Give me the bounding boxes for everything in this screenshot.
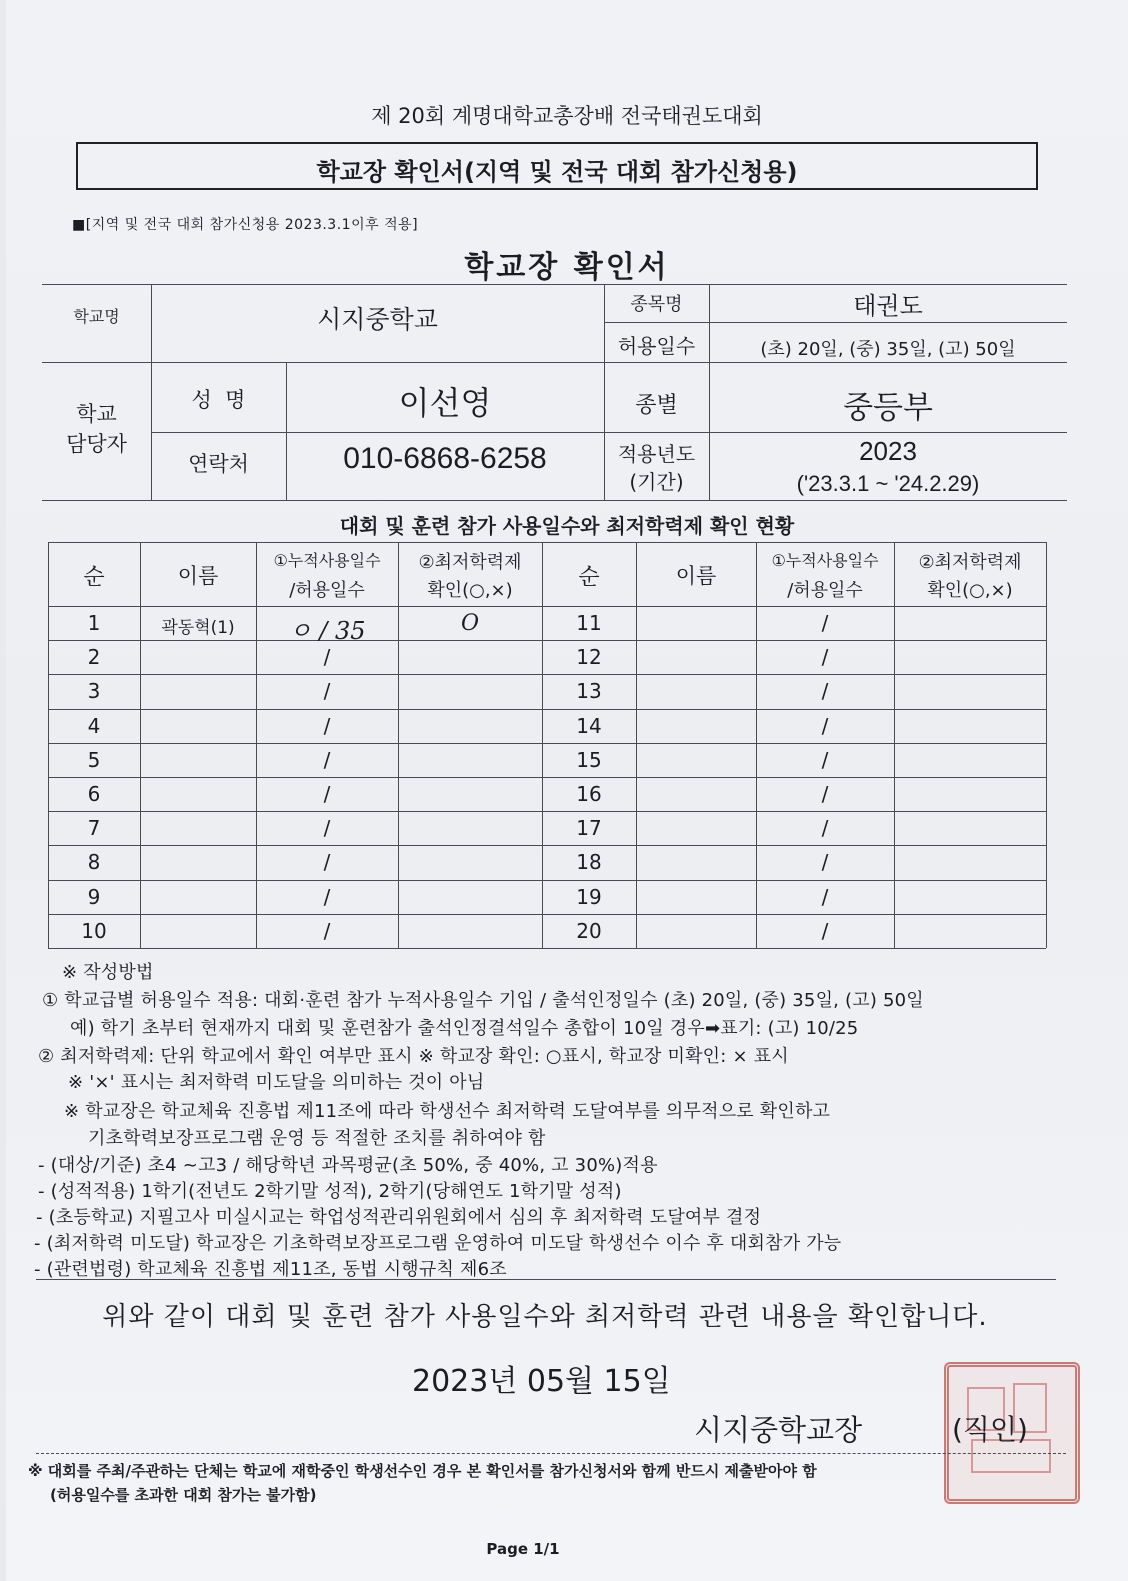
row-number: 17 (576, 816, 602, 841)
table-rule (48, 811, 1046, 812)
row-number: 13 (576, 679, 602, 704)
seal-label: (직인) (952, 1413, 1028, 1446)
row-number: 9 (87, 884, 101, 909)
table-rule (48, 606, 1046, 607)
table-rule (894, 542, 895, 948)
header-check-2: 확인(○,×) (927, 580, 1013, 601)
method-heading: ※ 작성방법 (62, 962, 154, 983)
row-days: / (821, 782, 829, 806)
row-number: 15 (576, 747, 602, 772)
row-number: 6 (87, 782, 101, 806)
allow-value: (초) 20일, (중) 35일, (고) 50일 (760, 339, 1016, 360)
table-rule (140, 542, 141, 948)
row-number: 8 (87, 850, 101, 875)
school-name: 시지중학교 (317, 305, 438, 334)
year-label-1: 적용년도 (617, 442, 696, 466)
document-paper (6, 0, 1128, 1581)
row-days: / (821, 850, 829, 875)
year-label-2: (기간) (629, 470, 684, 494)
page-number: Page 1/1 (486, 1540, 560, 1558)
header-days-1: ①누적사용일수 (771, 551, 879, 570)
row-number: 12 (576, 645, 602, 670)
division-value: 중등부 (843, 390, 933, 426)
method-line-8: - (성적적용) 1학기(전년도 2학기말 성적), 2학기(당해연도 1학기말 성적) (38, 1181, 622, 1202)
main-title: 학교장 확인서 (464, 250, 670, 285)
table-rule (48, 948, 1046, 949)
table-rule (48, 542, 1046, 543)
header-days-2: /허용일수 (289, 580, 365, 601)
row-number: 7 (87, 816, 101, 841)
method-line-10: - (최저학력 미도달) 학교장은 기초학력보장프로그램 운영하여 미도달 학생선수 이수 후 대회참가 가능 (34, 1233, 842, 1254)
table-rule (636, 542, 637, 948)
row-days: / (323, 884, 331, 909)
row-number: 5 (87, 747, 101, 772)
row-days: / (821, 713, 829, 738)
staff-label-2: 담당자 (66, 432, 127, 456)
header-name: 이름 (675, 564, 717, 588)
year-value: 2023 (859, 436, 917, 466)
row-number: 14 (576, 713, 602, 738)
signer: 시지중학교장 (694, 1413, 863, 1447)
row-days: / (323, 816, 331, 841)
box-title: 학교장 확인서(지역 및 전국 대회 참가신청용) (316, 158, 798, 186)
header-seq: 순 (83, 565, 105, 590)
table-rule (1046, 542, 1047, 948)
row-days: / (323, 782, 331, 806)
row-days: / (323, 747, 331, 772)
footer-note-1: ※ 대회를 주최/주관하는 단체는 학교에 재학중인 학생선수인 경우 본 확인서를 참가신청서와 함께 반드시 제출받아야 함 (28, 1462, 817, 1480)
table-rule (48, 777, 1046, 778)
row-days: / (323, 918, 331, 943)
row-days: / (323, 713, 331, 738)
row-days: / (323, 645, 331, 670)
table-rule (48, 914, 1046, 915)
row-number: 19 (576, 884, 602, 909)
allow-label: 허용일수 (617, 334, 696, 358)
row-days: ㅇ / 35 (288, 617, 366, 645)
row-days: / (821, 816, 829, 841)
method-line-3: ② 최저학력제: 단위 학교에서 확인 여부만 표시 ※ 학교장 확인: ○표시, 학교장 미확인: × 표시 (38, 1046, 789, 1067)
phone-value: 010-6868-6258 (343, 442, 547, 475)
table-rule (48, 674, 1046, 675)
table-title: 대회 및 훈련 참가 사용일수와 최저학력제 확인 현황 (339, 514, 795, 538)
row-days: / (821, 884, 829, 909)
name-value: 이선영 (398, 384, 492, 422)
table-rule (48, 880, 1046, 881)
header-days-2: /허용일수 (787, 580, 863, 601)
name-label: 성 명 (191, 388, 246, 412)
header-check-1: ②최저학력제 (918, 552, 1022, 573)
note-tag: ■[지역 및 전국 대회 참가신청용 2023.3.1이후 적용] (72, 217, 419, 233)
table-rule (48, 640, 1046, 641)
header-check-2: 확인(○,×) (427, 580, 513, 601)
row-number: 4 (87, 713, 101, 738)
staff-label-1: 학교 (76, 402, 117, 426)
row-name: 곽동혁(1) (161, 618, 235, 638)
division-label: 종별 (635, 393, 678, 418)
table-rule (48, 709, 1046, 710)
year-period: ('23.3.1 ~ '24.2.29) (796, 471, 980, 496)
row-number: 16 (576, 782, 602, 806)
row-number: 2 (87, 645, 101, 670)
confirm-date: 2023년 05월 15일 (412, 1364, 671, 1399)
method-line-7: - (대상/기준) 초4 ~고3 / 해당학년 과목평균(초 50%, 중 40%, 고 30%)적용 (38, 1155, 658, 1176)
table-rule (48, 743, 1046, 744)
confirm-statement: 위와 같이 대회 및 훈련 참가 사용일수와 최저학력 관련 내용을 확인합니다. (102, 1302, 988, 1332)
row-days: / (821, 747, 829, 772)
row-days: / (323, 679, 331, 704)
footer-note-2: (허용일수를 초과한 대회 참가는 불가함) (50, 1486, 317, 1504)
row-days: / (821, 918, 829, 943)
row-number: 18 (576, 850, 602, 875)
header-days-1: ①누적사용일수 (273, 551, 381, 570)
method-line-6: 기초학력보장프로그램 운영 등 적절한 조치를 취하여야 함 (88, 1128, 546, 1149)
row-number: 11 (576, 611, 602, 635)
row-days: / (821, 679, 829, 704)
title-box (76, 142, 1038, 190)
row-days: / (821, 611, 829, 635)
row-check: O (460, 611, 480, 636)
method-line-11: - (관련법령) 학교체육 진흥법 제11조, 동법 시행규칙 제6조 (34, 1259, 507, 1280)
method-line-9: - (초등학교) 지필고사 미실시교는 학업성적관리위원회에서 심의 후 최저학력 도달여부 결정 (36, 1207, 762, 1228)
school-label: 학교명 (73, 307, 120, 326)
row-number: 10 (81, 918, 107, 943)
method-line-5: ※ 학교장은 학교체육 진흥법 제11조에 따라 학생선수 최저학력 도달여부를 의무적으로 확인하고 (64, 1101, 831, 1122)
event-value: 태권도 (853, 292, 923, 320)
method-line-1: ① 학교급별 허용일수 적용: 대회·훈련 참가 누적사용일수 기입 / 출석인정일수 (초) 20일, (중) 35일, (고) 50일 (42, 990, 924, 1011)
phone-label: 연락처 (188, 452, 249, 476)
table-rule (398, 542, 399, 948)
row-days: / (821, 645, 829, 670)
table-rule (48, 845, 1046, 846)
event-title: 제 20회 계명대학교총장배 전국태권도대회 (371, 104, 763, 128)
row-number: 3 (87, 679, 101, 704)
method-line-2: 예) 학기 초부터 현재까지 대회 및 훈련참가 출석인정결석일수 총합이 10일 경우➡표기: (고) 10/25 (70, 1018, 859, 1039)
row-days: / (323, 850, 331, 875)
header-name: 이름 (177, 564, 219, 588)
row-number: 20 (576, 918, 602, 943)
header-seq: 순 (578, 565, 600, 590)
header-check-1: ②최저학력제 (418, 552, 522, 573)
method-line-4: ※ '×' 표시는 최저학력 미도달을 의미하는 것이 아님 (68, 1072, 485, 1093)
row-number: 1 (87, 611, 101, 635)
event-label: 종목명 (630, 294, 683, 315)
